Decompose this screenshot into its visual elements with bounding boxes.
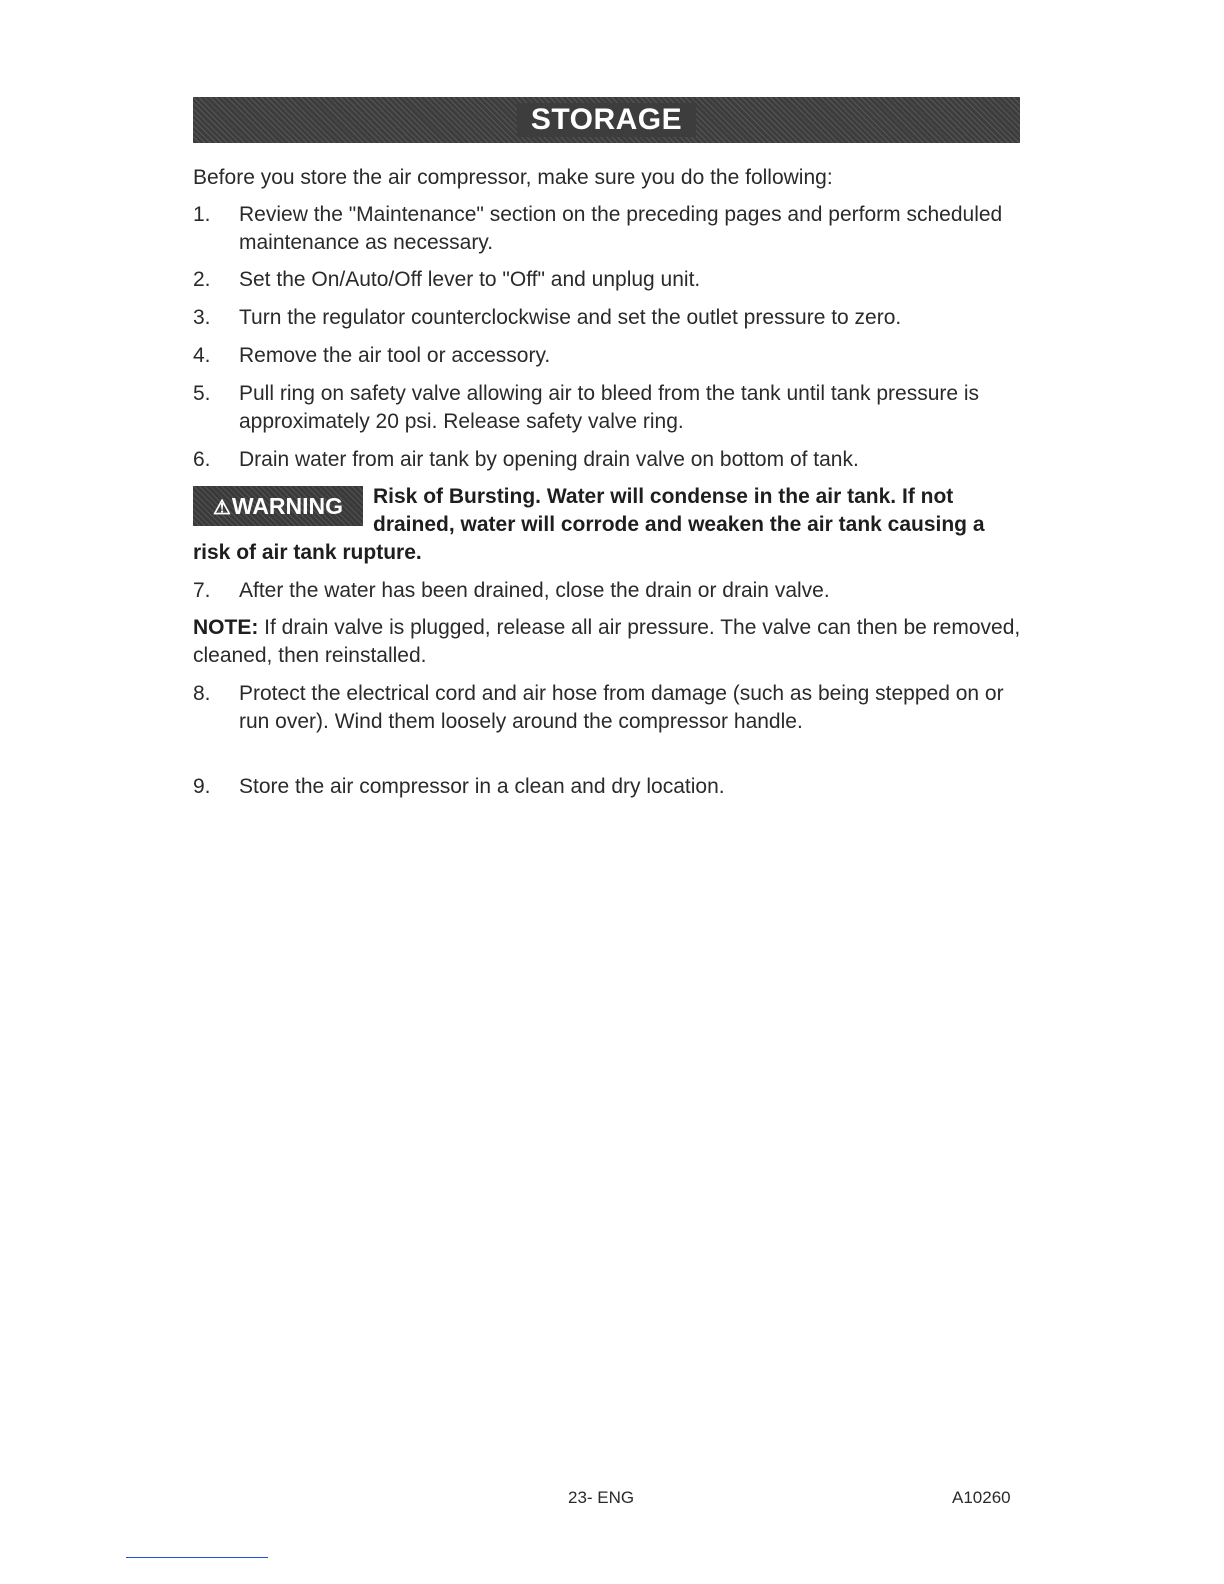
warning-triangle-icon: ⚠ bbox=[212, 497, 231, 519]
step-item bbox=[193, 380, 1023, 436]
step-text: Remove the air tool or accessory. bbox=[239, 344, 551, 367]
page-number: 23- ENG bbox=[568, 1488, 635, 1507]
step-number: 7. bbox=[193, 579, 211, 602]
divider-line bbox=[126, 1557, 268, 1558]
warning-label: WARNING bbox=[231, 493, 344, 519]
step-text: Drain water from air tank by opening drain valve on bottom of tank. bbox=[239, 448, 859, 471]
document-code: A10260 bbox=[952, 1488, 1011, 1507]
step-number: 3. bbox=[193, 306, 211, 329]
step-text: Turn the regulator counterclockwise and set the outlet pressure to zero. bbox=[239, 306, 902, 329]
step-item bbox=[193, 304, 1023, 332]
warning-badge bbox=[193, 486, 363, 526]
note-text: If drain valve is plugged, release all air pressure. The valve can then be removed, cleaned, then reinstalled. bbox=[193, 616, 1021, 667]
step-number: 9. bbox=[193, 775, 211, 798]
step-text: After the water has been drained, close the drain or drain valve. bbox=[239, 579, 830, 602]
step-number: 5. bbox=[193, 382, 211, 405]
step-text: Store the air compressor in a clean and dry location. bbox=[239, 775, 725, 798]
step-item bbox=[193, 266, 1023, 294]
section-banner bbox=[193, 97, 1020, 143]
note-paragraph bbox=[193, 614, 1023, 670]
section-title: STORAGE bbox=[517, 103, 696, 137]
step-number: 8. bbox=[193, 682, 211, 705]
step-item bbox=[193, 773, 1023, 801]
warning-text: Risk of Bursting. Water will condense in the air tank. If not drained, water will corrode and weaken the air tank causing a risk of air tank rupture. bbox=[193, 485, 985, 564]
step-text: Protect the electrical cord and air hose from damage (such as being stepped on or run over). Wind them loosely around the compressor handle. bbox=[239, 682, 1004, 733]
step-number: 4. bbox=[193, 344, 211, 367]
step-number: 6. bbox=[193, 448, 211, 471]
step-text: Set the On/Auto/Off lever to "Off" and unplug unit. bbox=[239, 268, 701, 291]
step-item bbox=[193, 201, 1023, 257]
warning-callout bbox=[193, 483, 1023, 567]
step-item bbox=[193, 680, 1023, 736]
step-number: 2. bbox=[193, 268, 211, 291]
step-item bbox=[193, 342, 1023, 370]
step-number: 1. bbox=[193, 203, 211, 226]
step-item bbox=[193, 446, 1023, 474]
intro-text: Before you store the air compressor, make sure you do the following: bbox=[193, 166, 833, 189]
step-text: Review the "Maintenance" section on the preceding pages and perform scheduled maintenance as necessary. bbox=[239, 203, 1003, 254]
note-label: NOTE: bbox=[193, 616, 259, 639]
step-item bbox=[193, 577, 1023, 605]
step-text: Pull ring on safety valve allowing air to bleed from the tank until tank pressure is approximately 20 psi. Release safety valve ring. bbox=[239, 382, 980, 433]
